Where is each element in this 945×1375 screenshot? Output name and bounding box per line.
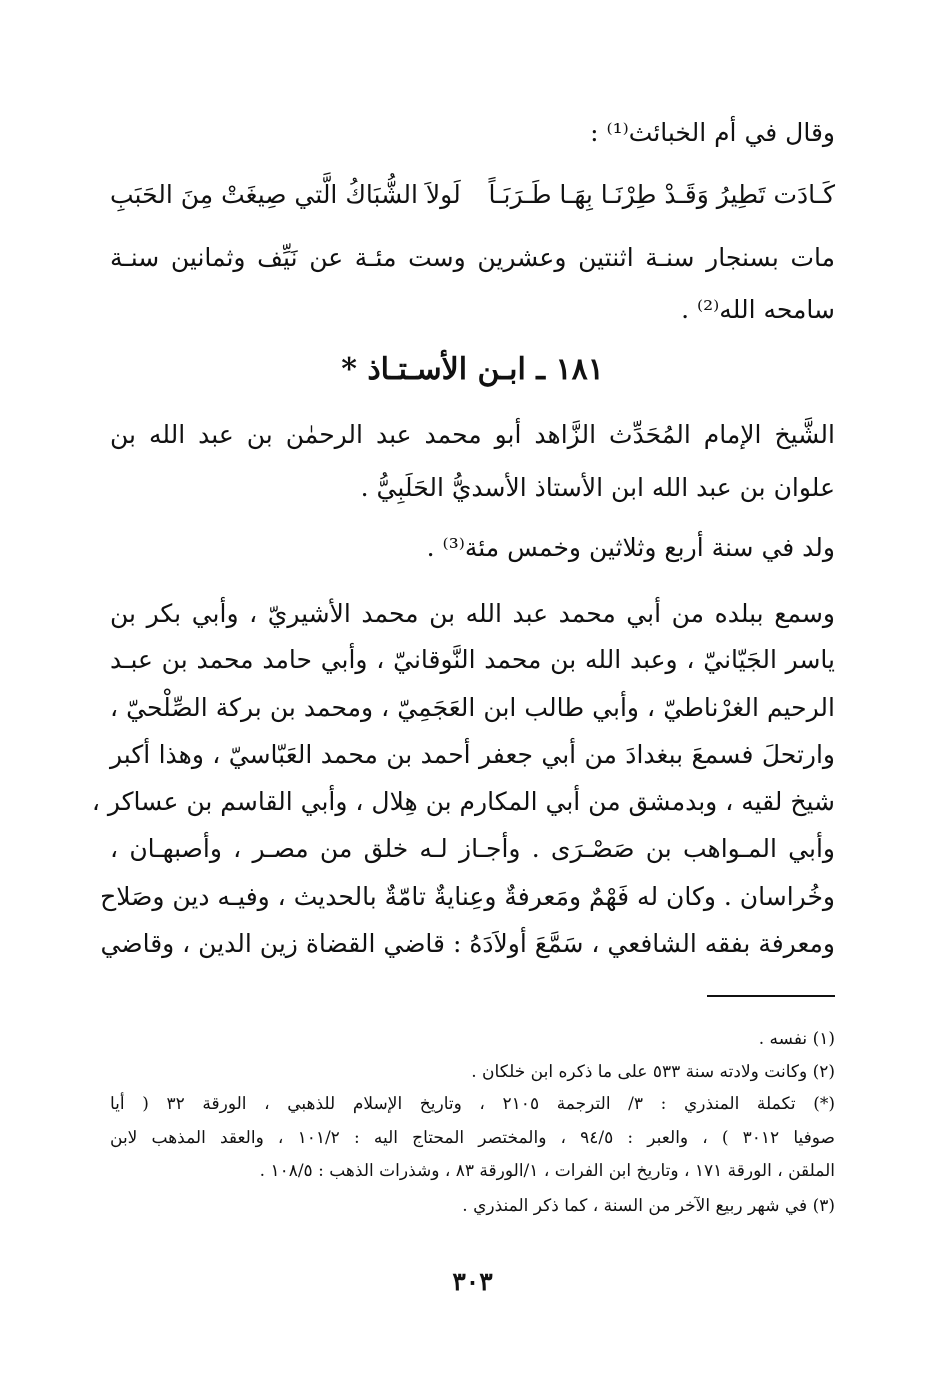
entry-heading: ١٨١ ـ ابـن الأسـتـاذ * bbox=[341, 352, 604, 387]
intro-line: سامحه الله⁽²⁾ . bbox=[681, 295, 835, 324]
body-line: وارتحلَ فسمعَ ببغدادَ من أبي جعفر أحمد بن محمد العَبّاسيّ ، وهذا أكبر bbox=[110, 740, 835, 769]
body-line: ياسر الجَيّانيّ ، وعبد الله بن محمد النَّوقانيّ ، وأبي حامد محمد بن عبـد bbox=[110, 645, 835, 674]
footnote-divider bbox=[707, 995, 835, 997]
body-line: الرحيم الغرْناطيّ ، وأبي طالب ابن العَجَمِيّ ، ومحمد بن بركة الصِّلْحيّ ، bbox=[110, 693, 835, 722]
body-line: وأبي المـواهب بن صَصْـرَى . وأجـاز لـه خلق من مصـر ، وأصبهـان ، bbox=[110, 834, 835, 863]
intro-line: وقال في أم الخبائث⁽¹⁾ : bbox=[590, 118, 835, 147]
page-number: ٣٠٣ bbox=[452, 1267, 493, 1296]
body-line: علوان بن عبد الله ابن الأستاذ الأسديُّ الحَلَبِيُّ . bbox=[360, 473, 835, 502]
footnote: (١) نفسه . bbox=[758, 1029, 835, 1049]
verse-second-hemistich: لَولاَ الشُّبَاكُ الَّتي صِيغَتْ مِنَ الحَبَبِ bbox=[110, 180, 461, 209]
intro-line: مات بسنجار سنـة اثنتين وعشرين وست مئـة عن نَيِّف وثمانين سنـة bbox=[110, 243, 835, 272]
footnote: (*) تكملة المنذري : ٣/ الترجمة ٢١٠٥ ، وتاريخ الإسلام للذهبي ، الورقة ٣٢ ( أيا bbox=[110, 1094, 835, 1114]
body-line: الشَّيخ الإمام المُحَدِّث الزَّاهد أبو محمد عبد الرحمٰن بن عبد الله بن bbox=[110, 420, 835, 449]
footnote: (٢) وكانت ولادته سنة ٥٣٣ على ما ذكره ابن خلكان . bbox=[471, 1062, 835, 1082]
body-line: شيخ لقيه ، وبدمشق من أبي المكارم بن هِلال ، وأبي القاسم بن عساكر ، bbox=[91, 787, 835, 816]
footnote: صوفيا ٣٠١٢ ) ، والعبر : ٩٤/٥ ، والمختصر المحتاج اليه : ١٠١/٢ ، والعقد المذهب لابن bbox=[110, 1128, 835, 1148]
body-line: وخُراسان . وكان له فَهْمٌ ومَعرفةٌ وعِنايةٌ تامّةٌ بالحديث ، وفيـه دين وصَلاح bbox=[100, 882, 835, 911]
body-line: ولد في سنة أربع وثلاثين وخمس مئة⁽³⁾ . bbox=[426, 533, 835, 562]
footnote: (٣) في شهر ربيع الآخر من السنة ، كما ذكر المنذري . bbox=[462, 1196, 835, 1216]
verse bbox=[110, 170, 835, 220]
verse-first-hemistich: كَـادَت تَطِيرُ وَقَـدْ طِرْنَـا بِهَـا طَـرَبَـاً bbox=[488, 180, 835, 209]
body-line: وسمع ببلده من أبي محمد عبد الله بن محمد الأشيريّ ، وأبي بكر بن bbox=[110, 599, 835, 628]
footnote: الملقن ، الورقة ١٧١ ، وتاريخ ابن الفرات ، ١/الورقة ٨٣ ، وشذرات الذهب : ١٠٨/٥ . bbox=[259, 1161, 835, 1181]
body-line: ومعرفة بفقه الشافعي ، سَمَّعَ أولاَدَهُ : قاضي القضاة زين الدين ، وقاضي bbox=[100, 929, 835, 958]
